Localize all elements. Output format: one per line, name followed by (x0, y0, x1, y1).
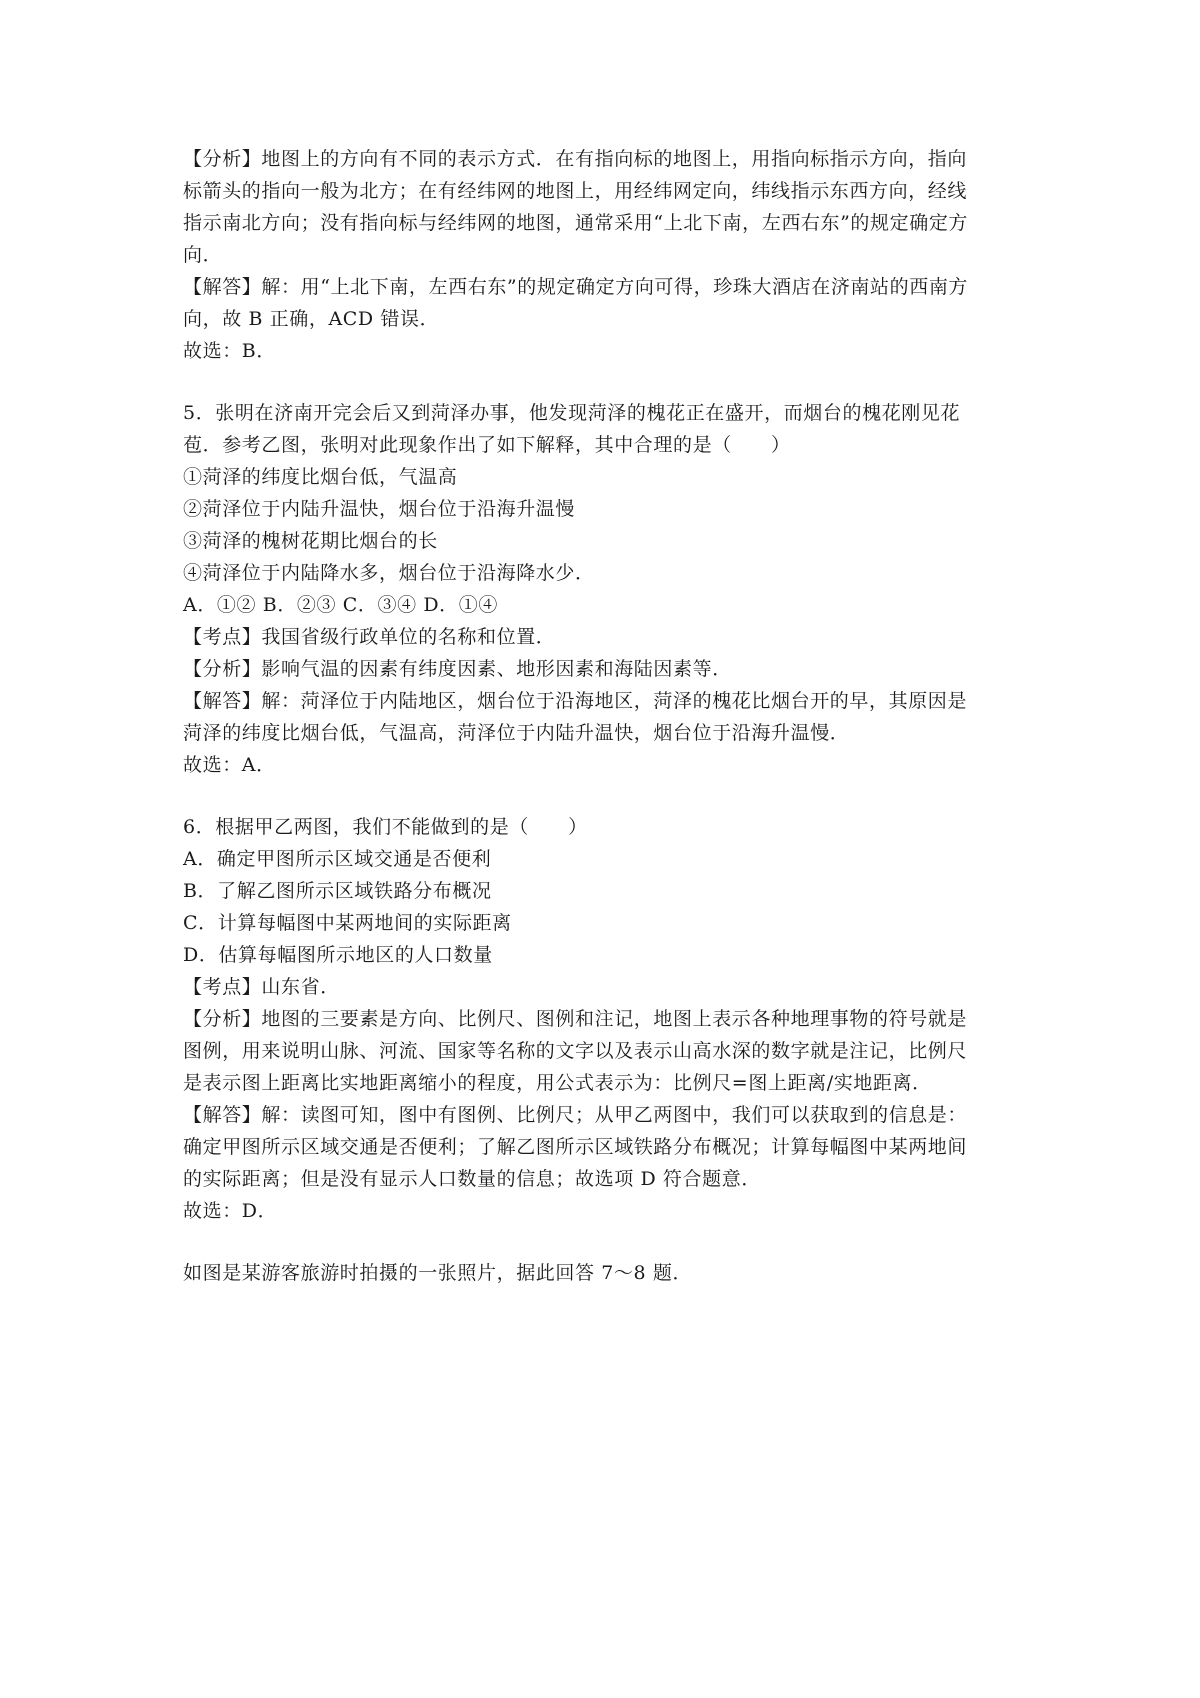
option-c: C．计算每幅图中某两地间的实际距离 (183, 912, 512, 934)
option-b: B．了解乙图所示区域铁路分布概况 (183, 880, 492, 902)
solution: 菏泽的纬度比烟台低，气温高，菏泽位于内陆升温快，烟台位于沿海升温慢． (183, 722, 850, 744)
intro-questions-7-8 (183, 1257, 1033, 1289)
statement-item: ③菏泽的槐树花期比烟台的长 (183, 530, 438, 552)
text-line: 【分析】地图上的方向有不同的表示方式．在有指向标的地图上，用指向标指示方向，指向 (183, 148, 968, 170)
answer-options: A．①② B．②③ C．③④ D．①④ (183, 594, 498, 616)
statement-item: ①菏泽的纬度比烟台低，气温高 (183, 466, 458, 488)
text-line: 【解答】解：用“上北下南，左西右东”的规定确定方向可得，珍珠大酒店在济南站的西南方 (183, 276, 969, 298)
question-stem: 6．根据甲乙两图，我们不能做到的是（ ） (183, 816, 588, 838)
text-line: 故选：B． (183, 340, 276, 362)
analysis: 【分析】地图的三要素是方向、比例尺、图例和注记，地图上表示各种地理事物的符号就是 (183, 1008, 968, 1030)
intro-text: 如图是某游客旅游时拍摄的一张照片，据此回答 7～8 题． (183, 1262, 693, 1284)
solution: 【解答】解：读图可知，图中有图例、比例尺；从甲乙两图中，我们可以获取到的信息是： (183, 1104, 968, 1126)
spacer (183, 1227, 1033, 1257)
answer-block-q4 (183, 143, 1033, 367)
text-line: 标箭头的指向一般为北方；在有经纬网的地图上，用经纬网定向，纬线指示东西方向，经线 (183, 180, 968, 202)
question-6 (183, 811, 1033, 1227)
text-line: 指示南北方向；没有指向标与经纬网的地图，通常采用“上北下南，左西右东”的规定确定方 (183, 212, 969, 234)
knowledge-point: 【考点】我国省级行政单位的名称和位置． (183, 626, 556, 648)
analysis: 【分析】影响气温的因素有纬度因素、地形因素和海陆因素等． (183, 658, 732, 680)
option-a: A．确定甲图所示区域交通是否便利 (183, 848, 492, 870)
question-stem: 苞．参考乙图，张明对此现象作出了如下解释，其中合理的是（ ） (183, 434, 791, 456)
solution: 的实际距离；但是没有显示人口数量的信息；故选项 D 符合题意． (183, 1168, 761, 1190)
question-5 (183, 397, 1033, 781)
text-line: 向，故 B 正确，ACD 错误． (183, 308, 440, 330)
solution: 确定甲图所示区域交通是否便利；了解乙图所示区域铁路分布概况；计算每幅图中某两地间 (183, 1136, 968, 1158)
option-d: D．估算每幅图所示地区的人口数量 (183, 944, 493, 966)
solution: 【解答】解：菏泽位于内陆地区，烟台位于沿海地区，菏泽的槐花比烟台开的早，其原因是 (183, 690, 968, 712)
statement-item: ②菏泽位于内陆升温快，烟台位于沿海升温慢 (183, 498, 576, 520)
statement-item: ④菏泽位于内陆降水多，烟台位于沿海降水少． (183, 562, 595, 584)
spacer (183, 367, 1033, 397)
final-answer: 故选：A． (183, 754, 276, 776)
question-stem: 5．张明在济南开完会后又到菏泽办事，他发现菏泽的槐花正在盛开，而烟台的槐花刚见花 (183, 402, 961, 424)
final-answer: 故选：D． (183, 1200, 278, 1222)
analysis: 图例，用来说明山脉、河流、国家等名称的文字以及表示山高水深的数字就是注记，比例尺 (183, 1040, 968, 1062)
text-line: 向． (183, 244, 223, 266)
knowledge-point: 【考点】山东省． (183, 976, 340, 998)
document-content (183, 143, 1033, 1289)
spacer (183, 781, 1033, 811)
analysis: 是表示图上距离比实地距离缩小的程度，用公式表示为：比例尺=图上距离/实地距离． (183, 1072, 932, 1094)
